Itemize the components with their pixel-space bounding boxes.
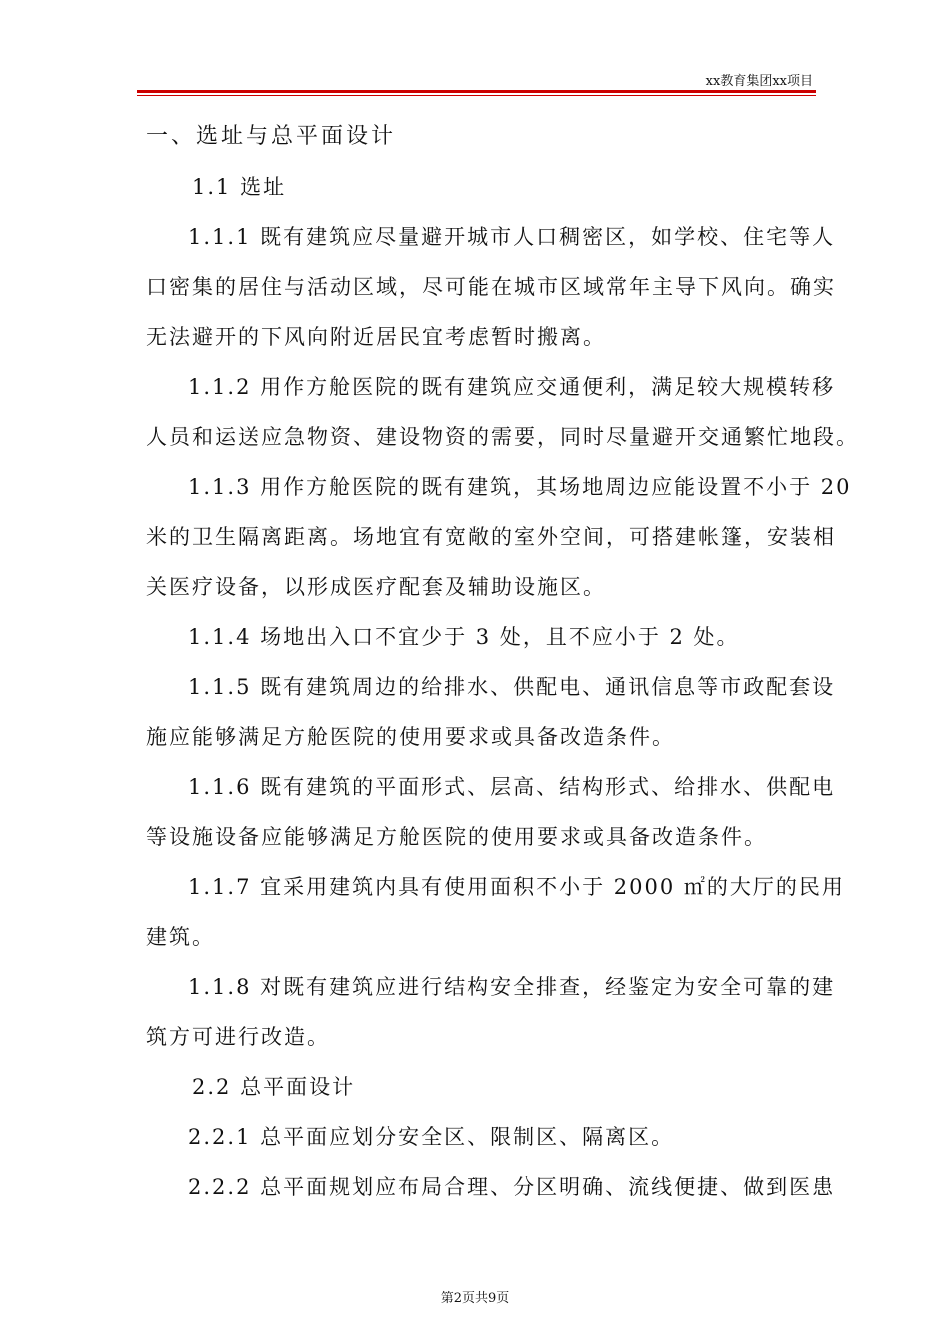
paragraph-line: 等设施设备应能够满足方舱医院的使用要求或具备改造条件。 bbox=[146, 825, 767, 849]
paragraph-line: 1.1.4 场地出入口不宜少于 3 处，且不应小于 2 处。 bbox=[188, 625, 740, 649]
paragraph-line: 1.1.5 既有建筑周边的给排水、供配电、通讯信息等市政配套设 bbox=[188, 675, 836, 699]
subsection-heading: 1.1 选址 bbox=[192, 175, 287, 199]
paragraph-line: 建筑。 bbox=[146, 925, 215, 949]
paragraph-line: 1.1.3 用作方舱医院的既有建筑，其场地周边应能设置不小于 20 bbox=[188, 475, 852, 499]
paragraph-line: 1.1.2 用作方舱医院的既有建筑应交通便利，满足较大规模转移 bbox=[188, 375, 836, 399]
page-header-text: xx教育集团xx项目 bbox=[705, 74, 813, 89]
paragraph-line: 2.2.1 总平面应划分安全区、限制区、隔离区。 bbox=[188, 1125, 675, 1149]
header-rule bbox=[137, 90, 816, 93]
subsection-heading: 2.2 总平面设计 bbox=[192, 1075, 356, 1099]
paragraph-line: 米的卫生隔离距离。场地宜有宽敞的室外空间，可搭建帐篷，安装相 bbox=[146, 525, 836, 549]
paragraph-line: 1.1.8 对既有建筑应进行结构安全排查，经鉴定为安全可靠的建 bbox=[188, 975, 836, 999]
paragraph-line: 关医疗设备，以形成医疗配套及辅助设施区。 bbox=[146, 575, 606, 599]
paragraph-line: 1.1.7 宜采用建筑内具有使用面积不小于 2000 ㎡的大厅的民用 bbox=[188, 875, 845, 899]
paragraph-line: 口密集的居住与活动区域，尽可能在城市区域常年主导下风向。确实 bbox=[146, 275, 836, 299]
paragraph-line: 无法避开的下风向附近居民宜考虑暂时搬离。 bbox=[146, 325, 606, 349]
paragraph-line: 施应能够满足方舱医院的使用要求或具备改造条件。 bbox=[146, 725, 675, 749]
paragraph-line: 1.1.1 既有建筑应尽量避开城市人口稠密区，如学校、住宅等人 bbox=[188, 225, 836, 249]
paragraph-line: 1.1.6 既有建筑的平面形式、层高、结构形式、给排水、供配电 bbox=[188, 775, 836, 799]
section-heading: 一、选址与总平面设计 bbox=[146, 124, 397, 149]
page-footer: 第2页共9页 bbox=[440, 1291, 510, 1306]
header-rule-thin bbox=[137, 95, 816, 96]
paragraph-line: 人员和运送应急物资、建设物资的需要，同时尽量避开交通繁忙地段。 bbox=[146, 425, 859, 449]
paragraph-line: 2.2.2 总平面规划应布局合理、分区明确、流线便捷、做到医患 bbox=[188, 1175, 836, 1199]
document-body bbox=[146, 112, 859, 1212]
paragraph-line: 筑方可进行改造。 bbox=[146, 1025, 330, 1049]
